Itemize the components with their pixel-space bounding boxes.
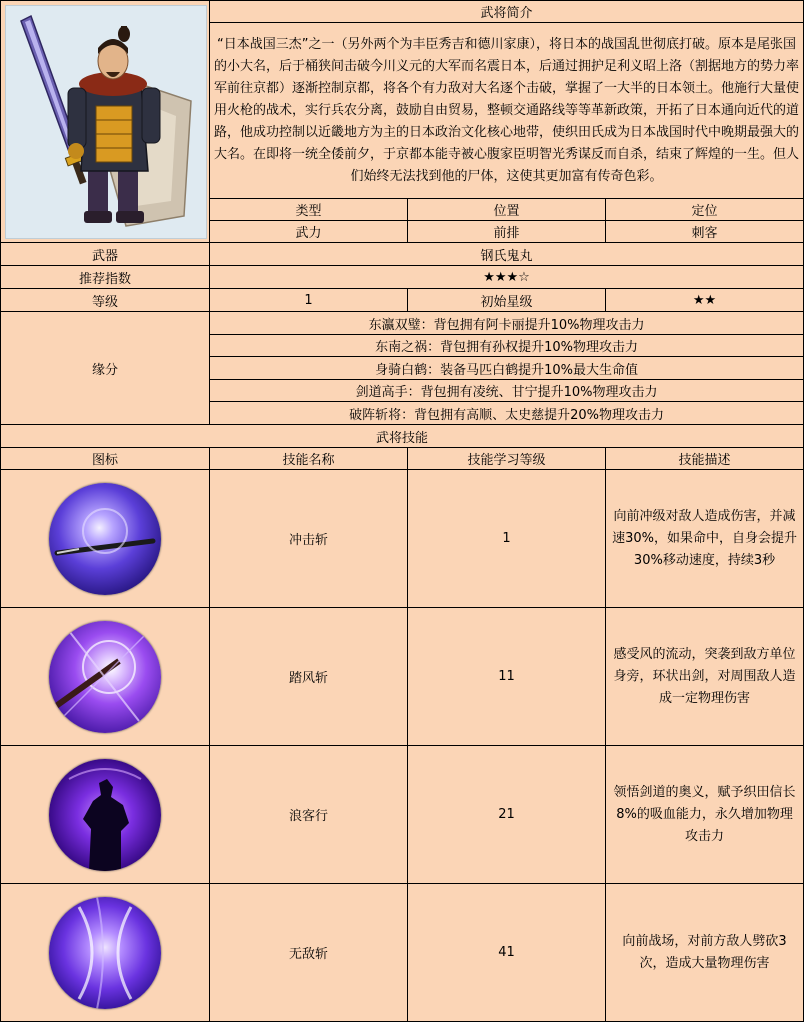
skill-name: 浪客行 — [210, 746, 408, 884]
impact-slash-icon — [49, 483, 161, 595]
skill-level: 21 — [408, 746, 606, 884]
hero-portrait-cell — [1, 1, 210, 243]
recommend-stars: ★★★☆ — [210, 266, 804, 289]
initial-star-label: 初始星级 — [408, 289, 606, 312]
col-desc-header: 技能描述 — [606, 448, 804, 470]
skill-icon-cell — [1, 884, 210, 1022]
wind-step-slash-icon — [49, 621, 161, 733]
invincible-slash-icon — [49, 897, 161, 1009]
skill-level: 11 — [408, 608, 606, 746]
skill-row — [1, 608, 804, 746]
skill-icon-cell — [1, 470, 210, 608]
fate-item: 东南之祸：背包拥有孙权提升10%物理攻击力 — [210, 335, 804, 357]
col-icon-header: 图标 — [1, 448, 210, 470]
skill-row — [1, 470, 804, 608]
fate-item: 东瀛双璧：背包拥有阿卡丽提升10%物理攻击力 — [210, 312, 804, 335]
skill-icon-cell — [1, 746, 210, 884]
ronin-silhouette-icon — [49, 759, 161, 871]
hero-portrait-image — [6, 6, 206, 238]
skill-desc: 感受风的流动，突袭到敌方单位身旁，环状出剑，对周围敌人造成一定物理伤害 — [606, 608, 804, 746]
recommend-label: 推荐指数 — [1, 266, 210, 289]
fate-label: 缘分 — [1, 312, 210, 425]
skill-desc: 领悟剑道的奥义，赋予织田信长8%的吸血能力，永久增加物理攻击力 — [606, 746, 804, 884]
skill-level: 1 — [408, 470, 606, 608]
initial-star-value: ★★ — [606, 289, 804, 312]
fate-item: 破阵斩将：背包拥有高顺、太史慈提升20%物理攻击力 — [210, 402, 804, 425]
intro-header: 武将简介 — [210, 1, 804, 23]
col-name-header: 技能名称 — [210, 448, 408, 470]
type-value: 武力 — [210, 221, 408, 243]
position-value: 前排 — [408, 221, 606, 243]
skills-header: 武将技能 — [1, 425, 804, 448]
type-label: 类型 — [210, 199, 408, 221]
weapon-label: 武器 — [1, 243, 210, 266]
skill-level: 41 — [408, 884, 606, 1022]
skill-row — [1, 746, 804, 884]
skill-name: 无敌斩 — [210, 884, 408, 1022]
level-value: 1 — [210, 289, 408, 312]
skill-name: 冲击斩 — [210, 470, 408, 608]
fate-item: 身骑白鹤：装备马匹白鹤提升10%最大生命值 — [210, 357, 804, 380]
role-value: 刺客 — [606, 221, 804, 243]
skill-desc: 向前战场，对前方敌人劈砍3次，造成大量物理伤害 — [606, 884, 804, 1022]
intro-text: “日本战国三杰”之一（另外两个为丰臣秀吉和德川家康），将日本的战国乱世彻底打破。原本是尾张国的小大名，后于桶狭间击破今川义元的大军而名震日本，后通过拥护足利义昭上洛（割据地方的势力率军前往京都）逐渐控制京都，将各个有力敌对大名逐个击破，掌握了一大半的日本领土。他施行大量使用火枪的战术，实行兵农分离，鼓励自由贸易，整顿交通路线等等革新政策，开拓了日本通向近代的道路，他成功控制以近畿地方为主的日本政治文化核心地带，使织田氏成为日本战国时代中晚期最强大的大名。在即将一统全倭前夕，于京都本能寺被心腹家臣明智光秀谋反而自杀，结束了辉煌的一生。但人们始终无法找到他的尸体，这使其更加富有传奇色彩。 — [210, 23, 804, 199]
fate-item: 剑道高手：背包拥有凌统、甘宁提升10%物理攻击力 — [210, 380, 804, 402]
skill-row — [1, 884, 804, 1022]
level-label: 等级 — [1, 289, 210, 312]
weapon-value: 钢氏鬼丸 — [210, 243, 804, 266]
skill-name: 踏风斩 — [210, 608, 408, 746]
hero-portrait — [5, 5, 207, 239]
skill-desc: 向前冲级对敌人造成伤害，并减速30%，如果命中，自身会提升30%移动速度，持续3秒 — [606, 470, 804, 608]
role-label: 定位 — [606, 199, 804, 221]
position-label: 位置 — [408, 199, 606, 221]
col-level-header: 技能学习等级 — [408, 448, 606, 470]
skill-icon-cell — [1, 608, 210, 746]
